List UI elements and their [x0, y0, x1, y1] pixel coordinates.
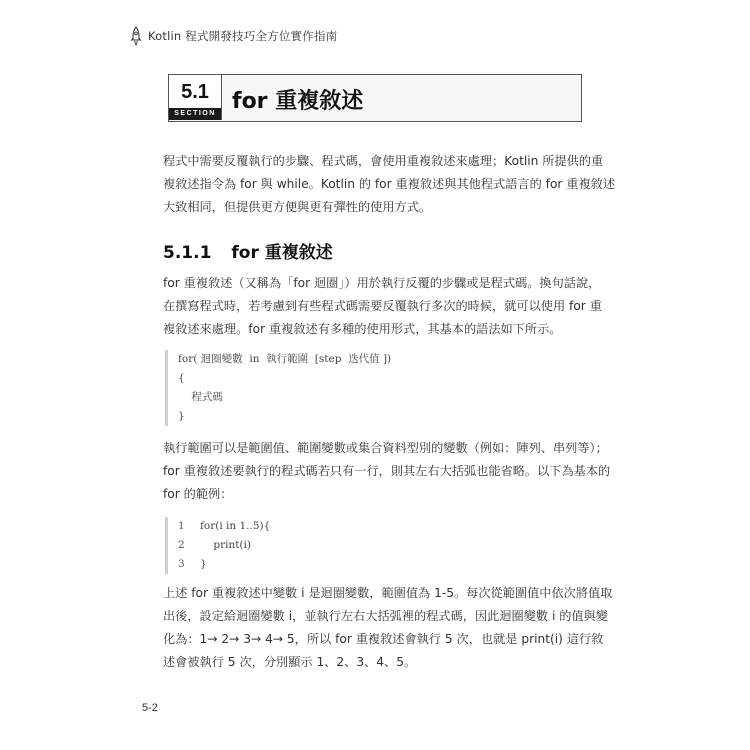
subsection-number: 5.1.1	[163, 243, 212, 263]
subsection-heading	[163, 238, 333, 263]
text-line: for 重複敘述（又稱為「for 迴圈」）用於執行反覆的步驟或是程式碼。換句話說，	[163, 276, 601, 290]
code-line	[178, 555, 590, 574]
section-heading	[168, 74, 582, 122]
code-line: }	[178, 410, 185, 422]
section-title: for 重複敘述	[232, 89, 364, 114]
text-line: 上述 for 重複敘述中變數 i 是迴圈變數，範圍值為 1-5。每次從範圍值中依次將值取	[163, 586, 613, 600]
section-number-box	[169, 75, 222, 120]
section-label: SECTION	[169, 108, 221, 120]
syntax-code-block	[165, 350, 590, 426]
text-line: 執行範圍可以是範圍值、範圍變數或集合資料型別的變數（例如：陣列、串列等）；	[163, 441, 608, 455]
paragraph	[163, 272, 602, 341]
line-number: 3	[178, 558, 185, 570]
code-text: for(i in 1..5){	[200, 520, 271, 532]
section-number: 5.1	[181, 81, 209, 103]
book-title: Kotlin 程式開發技巧全方位實作指南	[148, 29, 338, 43]
paragraph	[163, 582, 613, 674]
subsection-title: for 重複敘述	[231, 243, 333, 263]
code-line: 程式碼	[178, 391, 223, 403]
rocket-icon	[128, 26, 144, 46]
code-text: }	[200, 558, 207, 570]
example-code-block	[165, 517, 590, 574]
text-line: 出後，設定給迴圈變數 i，並執行左右大括弧裡的程式碼，因此迴圈變數 i 的值與變	[163, 609, 608, 623]
code-line	[178, 536, 590, 555]
text-line: 在撰寫程式時，若考慮到有些程式碼需要反覆執行多次的時候，就可以使用 for 重	[163, 299, 602, 313]
page-number: 5-2	[142, 702, 158, 714]
text-line: 複敘述指令為 for 與 while。Kotlin 的 for 重複敘述與其他程式語言的 for 重複敘述	[163, 177, 616, 191]
text-line: 化為：1→ 2→ 3→ 4→ 5，所以 for 重複敘述會執行 5 次，也就是 print(i) 這行敘	[163, 632, 604, 646]
running-header	[128, 24, 337, 48]
code-text: print(i)	[200, 539, 251, 551]
text-line: 大致相同，但提供更方便與更有彈性的使用方式。	[163, 200, 432, 214]
code-line: {	[178, 372, 185, 384]
line-number: 2	[178, 539, 185, 551]
code-line: for( 迴圈變數 in 執行範圍 [step 迭代值 ])	[178, 353, 392, 365]
text-line: for 的範例：	[163, 487, 233, 501]
paragraph	[163, 437, 611, 506]
text-line: 程式中需要反覆執行的步驟、程式碼，會使用重複敘述來處理；Kotlin 所提供的重	[163, 154, 604, 168]
line-number: 1	[178, 520, 185, 532]
code-line	[178, 517, 590, 536]
text-line: for 重複敘述要執行的程式碼若只有一行，則其左右大括弧也能省略。以下為基本的	[163, 464, 611, 478]
intro-paragraph	[163, 150, 616, 219]
text-line: 述會被執行 5 次，分別顯示 1、2、3、4、5。	[163, 655, 417, 669]
text-line: 複敘述來處理。for 重複敘述有多種的使用形式，其基本的語法如下所示。	[163, 322, 562, 336]
